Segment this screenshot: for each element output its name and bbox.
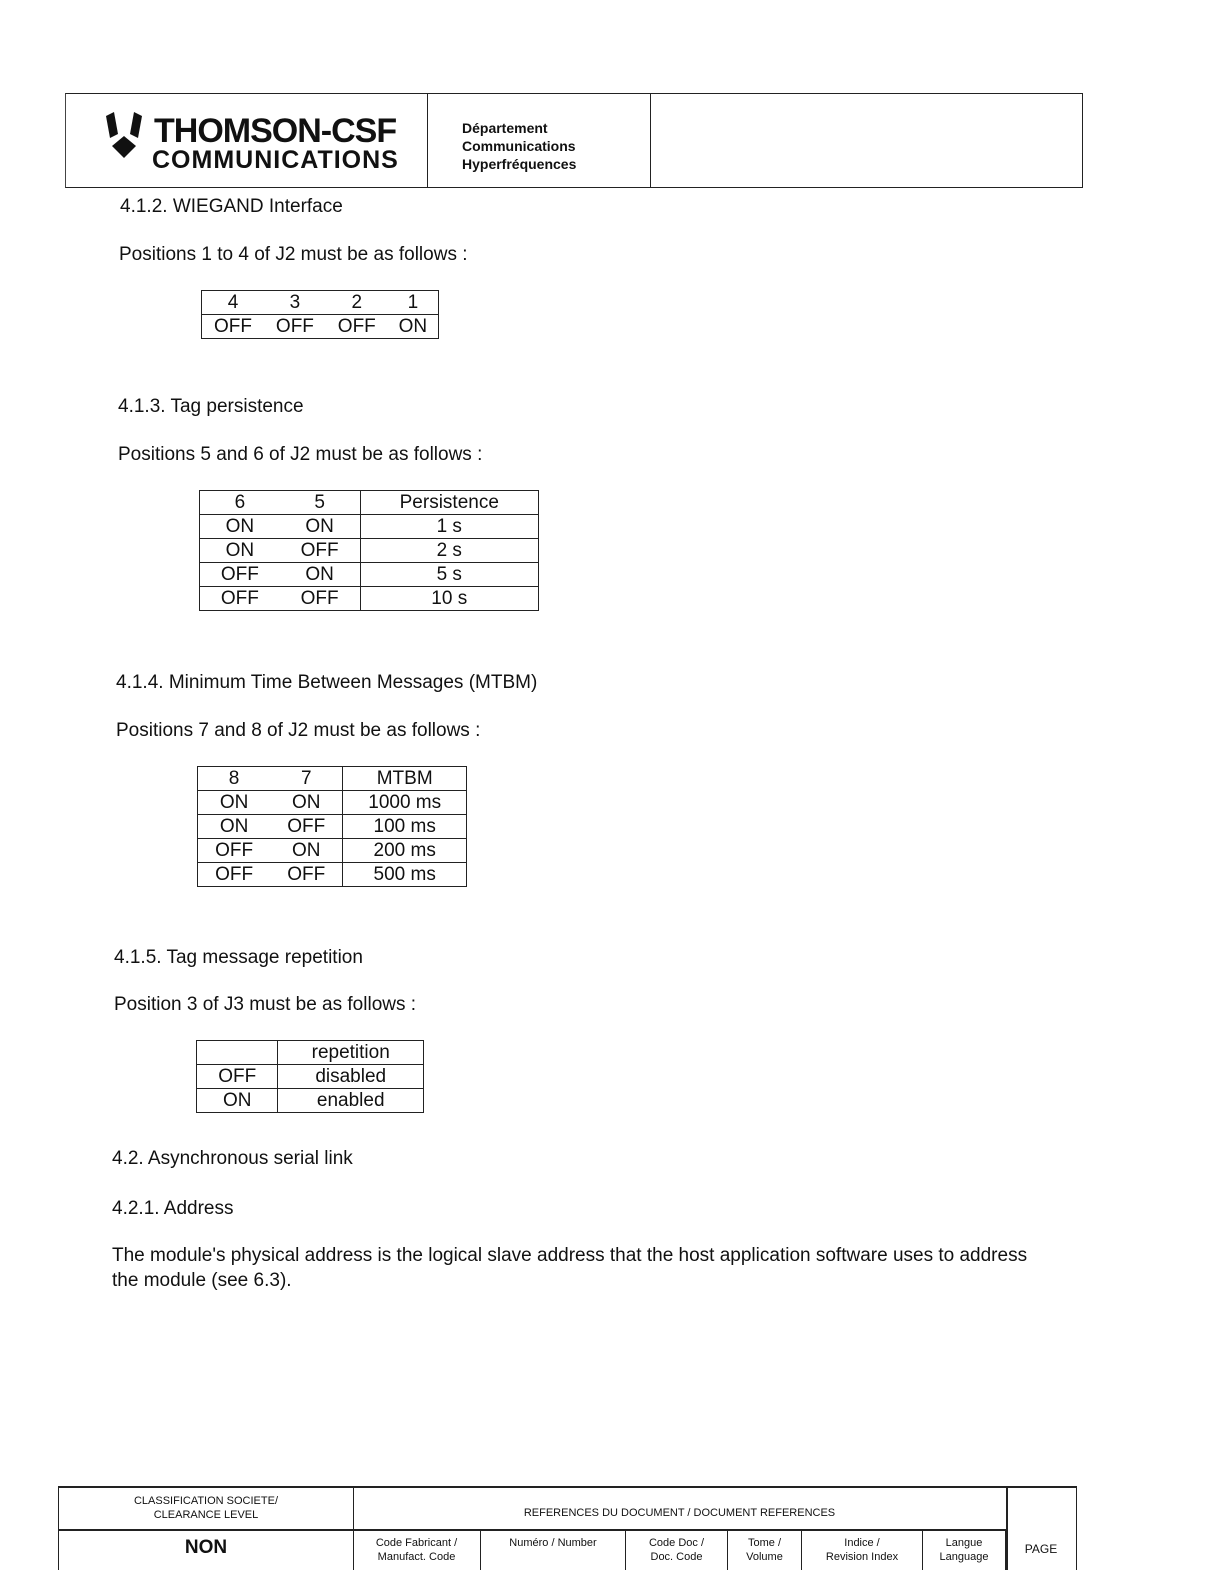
references-label: REFERENCES DU DOCUMENT / DOCUMENT REFERENCES bbox=[523, 1507, 836, 1519]
logo-name: THOMSON-CSF bbox=[154, 112, 397, 150]
table-cell: OFF bbox=[200, 587, 280, 611]
company-logo bbox=[66, 94, 428, 187]
repetition-table bbox=[196, 1040, 424, 1113]
table-cell: ON bbox=[280, 515, 360, 539]
table-row bbox=[202, 291, 439, 315]
section-heading: 4.2. Asynchronous serial link bbox=[112, 1148, 353, 1169]
table-cell: ON bbox=[280, 563, 360, 587]
table-cell: 1000 ms bbox=[343, 791, 467, 815]
department-name bbox=[462, 119, 576, 173]
table-cell: 10 s bbox=[360, 587, 538, 611]
table-row bbox=[200, 539, 539, 563]
section-heading: 4.1.5. Tag message repetition bbox=[114, 947, 363, 968]
page-label: PAGE bbox=[1024, 1542, 1058, 1556]
table-cell: ON bbox=[200, 515, 280, 539]
clearance-value: NON bbox=[184, 1537, 228, 1558]
table-cell: ON bbox=[270, 839, 343, 863]
table-cell: OFF bbox=[264, 315, 326, 339]
footer-ref-column bbox=[353, 1530, 481, 1570]
footer-text: Code Doc / bbox=[648, 1537, 705, 1549]
table-row bbox=[200, 491, 539, 515]
department-cell bbox=[428, 94, 651, 187]
table-cell: 2 bbox=[326, 291, 388, 315]
table-cell: 6 bbox=[200, 491, 280, 515]
footer-text: Language bbox=[939, 1551, 989, 1563]
wiegand-table bbox=[201, 290, 439, 339]
paragraph: the module (see 6.3). bbox=[112, 1270, 292, 1291]
table-row bbox=[197, 1089, 424, 1113]
table-cell: Persistence bbox=[360, 491, 538, 515]
paragraph: Positions 1 to 4 of J2 must be as follows : bbox=[119, 244, 468, 265]
table-cell: ON bbox=[200, 539, 280, 563]
footer-text: Revision Index bbox=[825, 1551, 899, 1563]
paragraph: Positions 5 and 6 of J2 must be as follows : bbox=[118, 444, 483, 465]
dept-line: Hyperfréquences bbox=[462, 156, 577, 172]
table-cell: OFF bbox=[326, 315, 388, 339]
footer-text: Manufact. Code bbox=[377, 1551, 456, 1563]
table-cell: ON bbox=[197, 1089, 278, 1113]
table-row bbox=[198, 791, 467, 815]
table-cell: 500 ms bbox=[343, 863, 467, 887]
table-row bbox=[197, 1041, 424, 1065]
table-cell: 8 bbox=[198, 767, 271, 791]
table-cell: 2 s bbox=[360, 539, 538, 563]
section-heading: 4.1.4. Minimum Time Between Messages (MTBM) bbox=[116, 672, 538, 693]
dept-line: Département bbox=[462, 120, 548, 136]
table-cell: repetition bbox=[278, 1041, 424, 1065]
table-row bbox=[200, 515, 539, 539]
table-cell: OFF bbox=[270, 815, 343, 839]
section-heading: 4.2.1. Address bbox=[112, 1198, 234, 1219]
footer-text: Indice / bbox=[844, 1537, 880, 1549]
footer-text: CLEARANCE LEVEL bbox=[153, 1509, 259, 1521]
table-cell: ON bbox=[198, 815, 271, 839]
footer-text: Numéro / Number bbox=[509, 1537, 597, 1549]
table-cell: OFF bbox=[280, 587, 360, 611]
table-cell: OFF bbox=[280, 539, 360, 563]
dept-line: Communications bbox=[462, 138, 576, 154]
table-cell: 7 bbox=[270, 767, 343, 791]
persistence-table bbox=[199, 490, 539, 611]
table-cell: ON bbox=[388, 315, 439, 339]
footer-ref-column bbox=[728, 1530, 802, 1570]
table-cell: enabled bbox=[278, 1089, 424, 1113]
table-cell: ON bbox=[198, 791, 271, 815]
footer-text: Code Fabricant / bbox=[375, 1537, 458, 1549]
table-cell: OFF bbox=[198, 863, 271, 887]
table-cell: 200 ms bbox=[343, 839, 467, 863]
footer-text: Langue bbox=[945, 1537, 983, 1549]
table-cell: 5 bbox=[280, 491, 360, 515]
logo-sub: COMMUNICATIONS bbox=[152, 146, 399, 174]
table-cell: 100 ms bbox=[343, 815, 467, 839]
footer-text: Doc. Code bbox=[650, 1551, 703, 1563]
table-cell: 3 bbox=[264, 291, 326, 315]
footer-ref-column bbox=[802, 1530, 923, 1570]
table-row bbox=[200, 563, 539, 587]
table-cell: OFF bbox=[202, 315, 264, 339]
mtbm-table bbox=[197, 766, 467, 887]
table-row bbox=[198, 839, 467, 863]
document-footer bbox=[58, 1486, 1077, 1570]
footer-ref-column bbox=[626, 1530, 728, 1570]
footer-ref-column bbox=[481, 1530, 626, 1570]
footer-text: Volume bbox=[746, 1551, 783, 1563]
table-row bbox=[198, 815, 467, 839]
document-header bbox=[65, 93, 1083, 188]
section-heading: 4.1.3. Tag persistence bbox=[118, 396, 304, 417]
table-row bbox=[200, 587, 539, 611]
table-cell: 1 s bbox=[360, 515, 538, 539]
paragraph: Position 3 of J3 must be as follows : bbox=[114, 994, 417, 1015]
table-row bbox=[197, 1065, 424, 1089]
table-row bbox=[198, 767, 467, 791]
table-cell bbox=[197, 1041, 278, 1065]
footer-text: Tome / bbox=[747, 1537, 781, 1549]
thomson-logo-icon bbox=[102, 112, 146, 158]
table-cell: 4 bbox=[202, 291, 264, 315]
footer-ref-column bbox=[923, 1530, 1006, 1570]
table-cell: OFF bbox=[197, 1065, 278, 1089]
table-row bbox=[202, 315, 439, 339]
table-cell: OFF bbox=[198, 839, 271, 863]
table-cell: MTBM bbox=[343, 767, 467, 791]
footer-text: CLASSIFICATION SOCIETE/ bbox=[133, 1495, 279, 1507]
table-cell: OFF bbox=[200, 563, 280, 587]
table-cell: ON bbox=[270, 791, 343, 815]
section-heading: 4.1.2. WIEGAND Interface bbox=[120, 196, 343, 217]
table-cell: OFF bbox=[270, 863, 343, 887]
paragraph: Positions 7 and 8 of J2 must be as follows : bbox=[116, 720, 481, 741]
table-cell: disabled bbox=[278, 1065, 424, 1089]
paragraph: The module's physical address is the logical slave address that the host application software uses to address bbox=[112, 1245, 1028, 1266]
table-cell: 1 bbox=[388, 291, 439, 315]
classification-label bbox=[59, 1494, 353, 1522]
table-cell: 5 s bbox=[360, 563, 538, 587]
table-row bbox=[198, 863, 467, 887]
